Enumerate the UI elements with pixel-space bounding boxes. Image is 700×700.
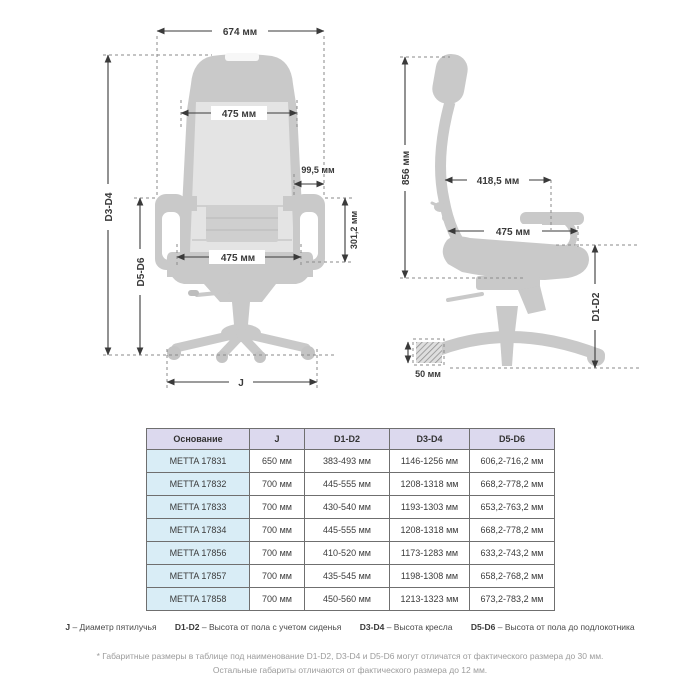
value-cell: 653,2-763,2 мм: [470, 496, 555, 519]
legend-def: – Диаметр пятилучья: [72, 622, 157, 632]
value-cell: 1208-1318 мм: [390, 519, 470, 542]
value-cell: 383-493 мм: [305, 450, 390, 473]
dim-seat-width: 475 мм: [220, 253, 256, 264]
front-arm-bracket-right: [283, 196, 297, 211]
table-row: [147, 496, 555, 519]
value-cell: 668,2-778,2 мм: [470, 519, 555, 542]
dim-backrest-height: 856 мм: [401, 150, 412, 186]
legend-term: D1-D2: [174, 622, 200, 632]
value-cell: 633,2-743,2 мм: [470, 542, 555, 565]
value-cell: 1198-1308 мм: [390, 565, 470, 588]
dim-armrest-width: 99,5 мм: [301, 165, 335, 175]
legend-term: J: [65, 622, 71, 632]
header-d1-d2: D1-D2: [305, 429, 390, 450]
side-base-leg: [431, 337, 599, 355]
front-arm-bracket-left: [183, 196, 197, 211]
value-cell: 700 мм: [250, 473, 305, 496]
value-cell: 700 мм: [250, 542, 305, 565]
value-cell: 650 мм: [250, 450, 305, 473]
value-cell: 450-560 мм: [305, 588, 390, 611]
value-cell: 1208-1318 мм: [390, 473, 470, 496]
header-j: J: [250, 429, 305, 450]
legend-term: D5-D6: [470, 622, 496, 632]
dim-total-width: 674 мм: [222, 27, 258, 38]
legend-def: – Высота от пола с учетом сиденья: [201, 622, 342, 632]
dim-armrest-height: 301,2 мм: [349, 210, 359, 250]
header-d3-d4: D3-D4: [390, 429, 470, 450]
dim-seat-depth: 475 мм: [495, 227, 531, 238]
legend-def: – Высота кресла: [386, 622, 453, 632]
model-cell: METTA 17856: [147, 542, 250, 565]
side-column-stub: [500, 338, 514, 366]
front-lever-handle: [188, 290, 199, 296]
chair-side-view: [416, 52, 605, 366]
value-cell: 445-555 мм: [305, 519, 390, 542]
model-cell: METTA 17858: [147, 588, 250, 611]
side-armrest-pad: [520, 212, 584, 225]
table-row: [147, 473, 555, 496]
value-cell: 700 мм: [250, 519, 305, 542]
table-row: [147, 519, 555, 542]
model-cell: METTA 17857: [147, 565, 250, 588]
side-headrest: [430, 52, 470, 107]
side-adjust-knob: [442, 214, 452, 222]
value-cell: 658,2-768,2 мм: [470, 565, 555, 588]
value-cell: 435-545 мм: [305, 565, 390, 588]
dim-label-d5-d6: D5-D6: [136, 257, 147, 287]
table-row: [147, 450, 555, 473]
model-cell: METTA 17833: [147, 496, 250, 519]
value-cell: 700 мм: [250, 565, 305, 588]
model-cell: METTA 17832: [147, 473, 250, 496]
legend-item-d1-d2: [175, 622, 344, 632]
table-row: [147, 565, 555, 588]
front-lumbar-support: [206, 206, 278, 242]
dimensions-table: [146, 428, 555, 611]
front-headrest-notch: [225, 53, 259, 61]
value-cell: 445-555 мм: [305, 473, 390, 496]
table-row: [147, 588, 555, 611]
dim-label-d1-d2: D1-D2: [591, 292, 602, 322]
value-cell: 606,2-716,2 мм: [470, 450, 555, 473]
value-cell: 430-540 мм: [305, 496, 390, 519]
legend-item-d3-d4: [360, 622, 455, 632]
model-cell: METTA 17834: [147, 519, 250, 542]
footnote-line1: * Габаритные размеры в таблице под наименование D1-D2, D3-D4 и D5-D6 могут отличатся от фактического размера до 30 мм.: [96, 651, 604, 661]
model-cell: METTA 17831: [147, 450, 250, 473]
value-cell: 1173-1283 мм: [390, 542, 470, 565]
header-base: Основание: [147, 429, 250, 450]
value-cell: 1193-1303 мм: [390, 496, 470, 519]
value-cell: 673,2-783,2 мм: [470, 588, 555, 611]
dim-upper-depth: 418,5 мм: [476, 176, 520, 187]
side-gas-lever: [448, 294, 482, 300]
side-caster-hatched: [416, 342, 442, 363]
dim-backrest-width: 475 мм: [221, 109, 257, 120]
side-caster-right: [587, 348, 605, 366]
table-row: [147, 542, 555, 565]
dim-caster-size: 50 мм: [415, 369, 441, 379]
side-mechanism-box: [518, 286, 546, 314]
legend: [0, 622, 700, 632]
legend-term: D3-D4: [359, 622, 385, 632]
side-backrest-spine: [440, 102, 468, 253]
legend-item-j: [65, 622, 159, 632]
legend-item-d5-d6: [471, 622, 635, 632]
side-seat: [443, 236, 589, 280]
table-header-row: [147, 429, 555, 450]
legend-def: – Высота от пола до подлокотника: [497, 622, 635, 632]
dim-base-diameter: J: [238, 378, 244, 389]
footnote-line2: Остальные габариты отличаются от фактического размера до 12 мм.: [212, 665, 488, 675]
chair-front-view: [155, 53, 325, 363]
value-cell: 1213-1323 мм: [390, 588, 470, 611]
value-cell: 700 мм: [250, 588, 305, 611]
front-base-legs: [176, 333, 306, 354]
value-cell: 1146-1256 мм: [390, 450, 470, 473]
value-cell: 410-520 мм: [305, 542, 390, 565]
header-d5-d6: D5-D6: [470, 429, 555, 450]
value-cell: 700 мм: [250, 496, 305, 519]
value-cell: 668,2-778,2 мм: [470, 473, 555, 496]
dim-label-d3-d4: D3-D4: [104, 192, 115, 222]
